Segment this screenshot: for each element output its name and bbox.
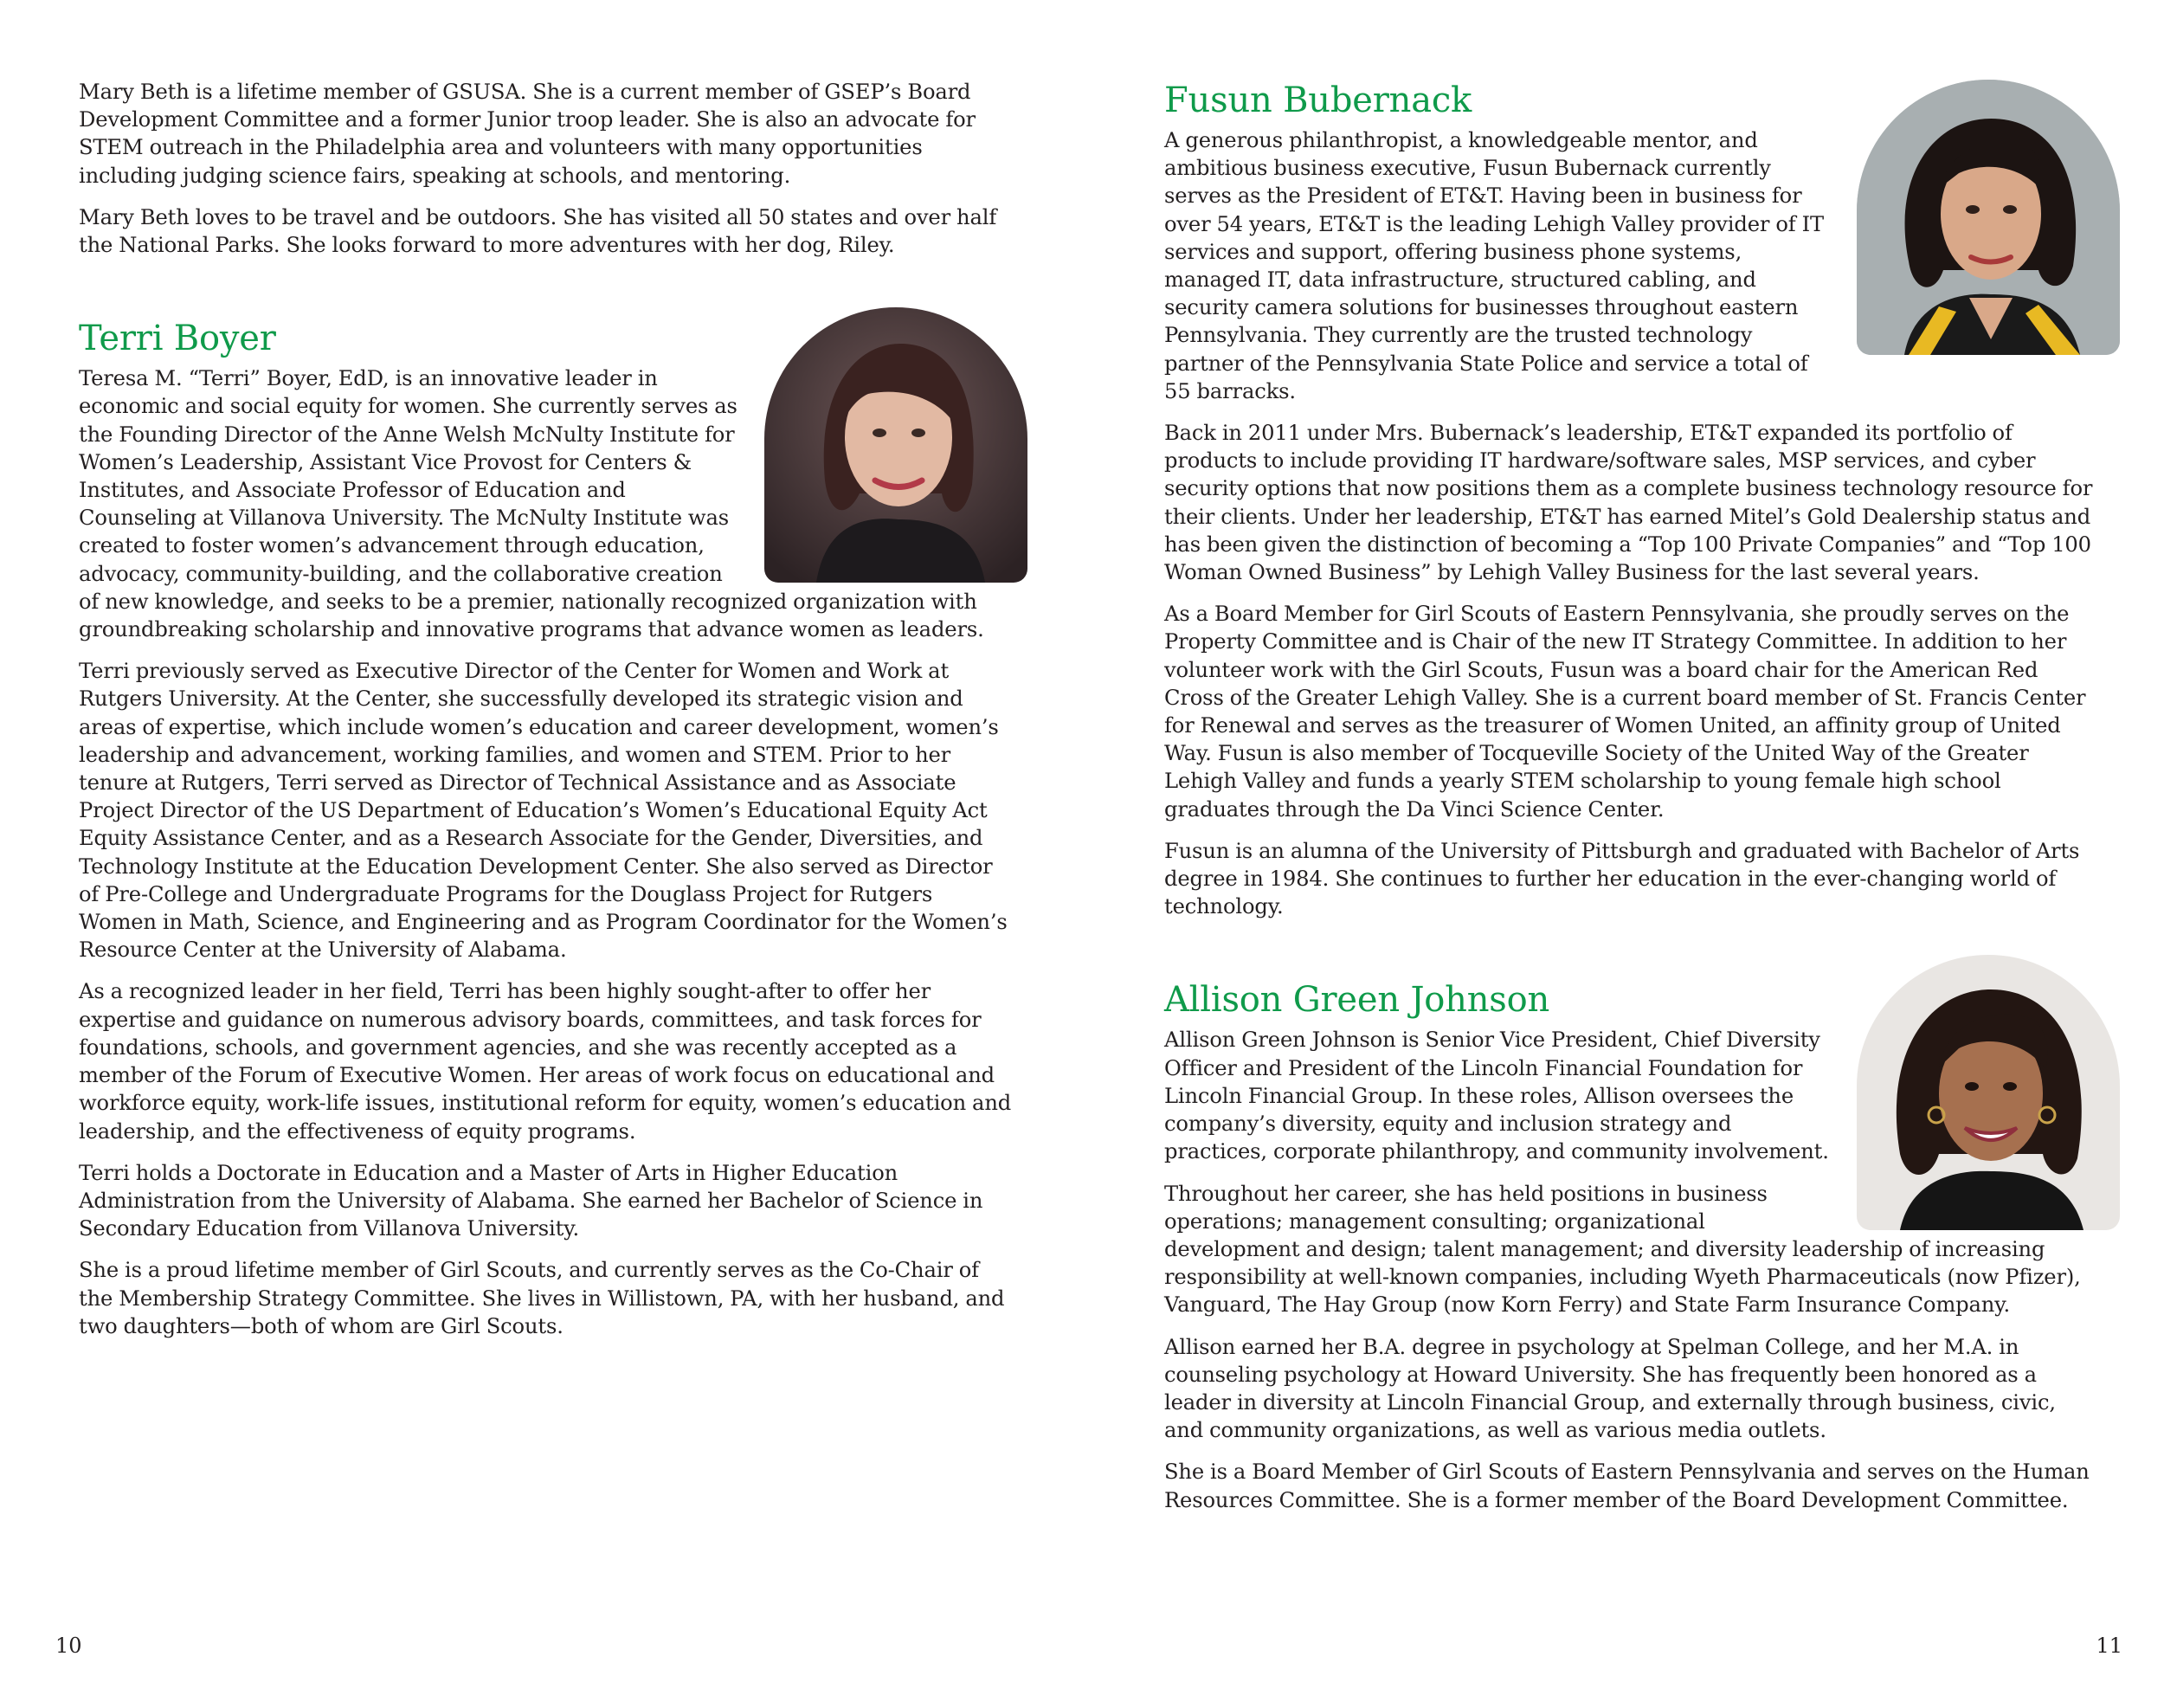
bio-paragraph-2: Back in 2011 under Mrs. Bubernack’s leadership, ET&T expanded its portfolio of products to include providing IT hardware/software sales, MSP services, and cyber security options that now positions them as a complete business technology resource for their clients. Under her leadership, ET&T has earned Mitel’s Gold Dealership status and has been given the distinction of becoming a “Top 100 Private Companies” and “Top 100 Woman Owned Business” by Lehigh Valley Business for the last several years. [1164, 421, 2093, 585]
page-number-right: 11 [2096, 1634, 2122, 1658]
intro-continuation [79, 78, 1014, 259]
right-page-column [1164, 80, 2099, 1528]
profile-name-allison-green-johnson: Allison Green Johnson [1164, 980, 1550, 1021]
bio-paragraph-2: Terri previously served as Executive Director of the Center for Women and Work at Rutgers University. At the Center, she successfully developed its strategic vision and areas of expertise, which include women’s education and career development, women’s leadership and advancement, working families, and women and STEM. Prior to her tenure at Rutgers, Terri served as Director of Technical Assistance and as Associate Project Director of the US Department of Education’s Women’s Educational Equity Act Equity Assistance Center, and as a Research Associate for the Gender, Diversities, and Technology Institute at the Education Development Center. She also served as Director of Pre-College and Undergraduate Programs for the Douglass Project for Rutgers Women in Math, Science, and Engineering and as Program Coordinator for the Women’s Resource Center at the University of Alabama. [79, 659, 1008, 963]
profile-fusun-bubernack [1164, 80, 2099, 920]
portrait-fusun-bubernack [1857, 80, 2120, 355]
bio-paragraph-1: Teresa M. “Terri” Boyer, EdD, is an innovative leader in economic and social equity for women. She currently serves as the Founding Director of the Anne Welsh McNulty Institute for Women’s Leadership, Assistant Vice Provost for Centers & Institutes, and Associate Professor of Education and Counseling at Villanova University. The McNulty Institute was created to foster women’s advancement through education, advocacy, community-building, and the collaborative creation of new knowledge, and seeks to be a premier, nationally recognized organization with groundbreaking scholarship and innovative programs that advance women as leaders. [79, 366, 984, 642]
bio-paragraph-5: She is a proud lifetime member of Girl Scouts, and currently serves as the Co-Chair of the Membership Strategy Committee. She lives in Willistown, PA, with her husband, and two daughters—both of whom are Girl Scouts. [79, 1258, 1005, 1338]
bio-paragraph-4: She is a Board Member of Girl Scouts of Eastern Pennsylvania and serves on the Human Resources Committee. She is a former member of the Board Development Committee. [1164, 1460, 2090, 1512]
bio-paragraph-3: As a Board Member for Girl Scouts of Eastern Pennsylvania, she proudly serves on the Property Committee and is Chair of the new IT Strategy Committee. In addition to her volunteer work with the Girl Scouts, Fusun was a board chair for the American Red Cross of the Greater Lehigh Valley. She is a current board member of St. Francis Center for Renewal and serves as the treasurer of Women United, an affinity group of United Way. Fusun is also member of Tocqueville Society of the United Way of the Greater Lehigh Valley and funds a yearly STEM scholarship to young female high school graduates through the Da Vinci Science Center. [1164, 602, 2086, 822]
bio-paragraph-4: Terri holds a Doctorate in Education and a Master of Arts in Higher Education Administration from the University of Alabama. She earned her Bachelor of Science in Secondary Education from Villanova University. [79, 1160, 983, 1241]
bio-paragraph-4: Fusun is an alumna of the University of Pittsburgh and graduated with Bachelor of Arts degree in 1984. She continues to further her education in the ever-changing world of technology. [1164, 838, 2080, 919]
left-page-column [79, 78, 1014, 1354]
portrait-allison-green-johnson [1857, 955, 2120, 1230]
portrait-terri-boyer [764, 307, 1027, 583]
intro-paragraph-1: Mary Beth is a lifetime member of GSUSA. She is a current member of GSEP’s Board Development Committee and a former Junior troop leader. She is also an advocate for STEM outreach in the Philadelphia area and volunteers with many opportunities including judging science fairs, speaking at schools, and mentoring. [79, 80, 976, 188]
bio-paragraph-2: Throughout her career, she has held positions in business operations; management consulting; organizational development and design; talent management; and diversity leadership of increasing responsibility at well-known companies, including Wyeth Pharmaceuticals (now Pfizer), Vanguard, The Hay Group (now Korn Ferry) and State Farm Insurance Company. [1164, 1181, 2081, 1318]
bio-paragraph-3: Allison earned her B.A. degree in psychology at Spelman College, and her M.A. in counseling psychology at Howard University. She has frequently been honored as a leader in diversity at Lincoln Financial Group, and externally through business, civic, and community organizations, as well as various media outlets. [1164, 1334, 2056, 1443]
profile-name-fusun-bubernack: Fusun Bubernack [1164, 81, 1472, 120]
profile-allison-green-johnson [1164, 979, 2099, 1513]
intro-paragraph-2: Mary Beth loves to be travel and be outdoors. She has visited all 50 states and over half the National Parks. She looks forward to more adventures with her dog, Riley. [79, 204, 997, 258]
bio-paragraph-3: As a recognized leader in her field, Terri has been highly sought-after to offer her expertise and guidance on numerous advisory boards, committees, and task forces for foundations, schools, and government agencies, and she was recently accepted as a member of the Forum of Executive Women. Her areas of work focus on educational and workforce equity, work-life issues, institutional reform for equity, women’s education and leadership, and the effectiveness of equity programs. [79, 979, 1012, 1144]
bio-paragraph-1: Allison Green Johnson is Senior Vice President, Chief Diversity Officer and President of the Lincoln Financial Foundation for Lincoln Financial Group. In these roles, Allison oversees the company’s diversity, equity and inclusion strategy and practices, corporate philanthropy, and community involvement. [1164, 1028, 1829, 1164]
bio-paragraph-1: A generous philanthropist, a knowledgeable mentor, and ambitious business executive, Fusun Bubernack currently serves as the President of ET&T. Having been in business for over 54 years, ET&T is the leading Lehigh Valley provider of IT services and support, offering business phone systems, managed IT, data infrastructure, structured cabling, and security camera solutions for businesses throughout eastern Pennsylvania. They currently are the trusted technology partner of the Pennsylvania State Police and service a total of 55 barracks. [1164, 128, 1824, 403]
page-number-left: 10 [55, 1634, 82, 1658]
profile-terri-boyer [79, 318, 1014, 1340]
profile-name-terri-boyer: Terri Boyer [79, 319, 276, 359]
